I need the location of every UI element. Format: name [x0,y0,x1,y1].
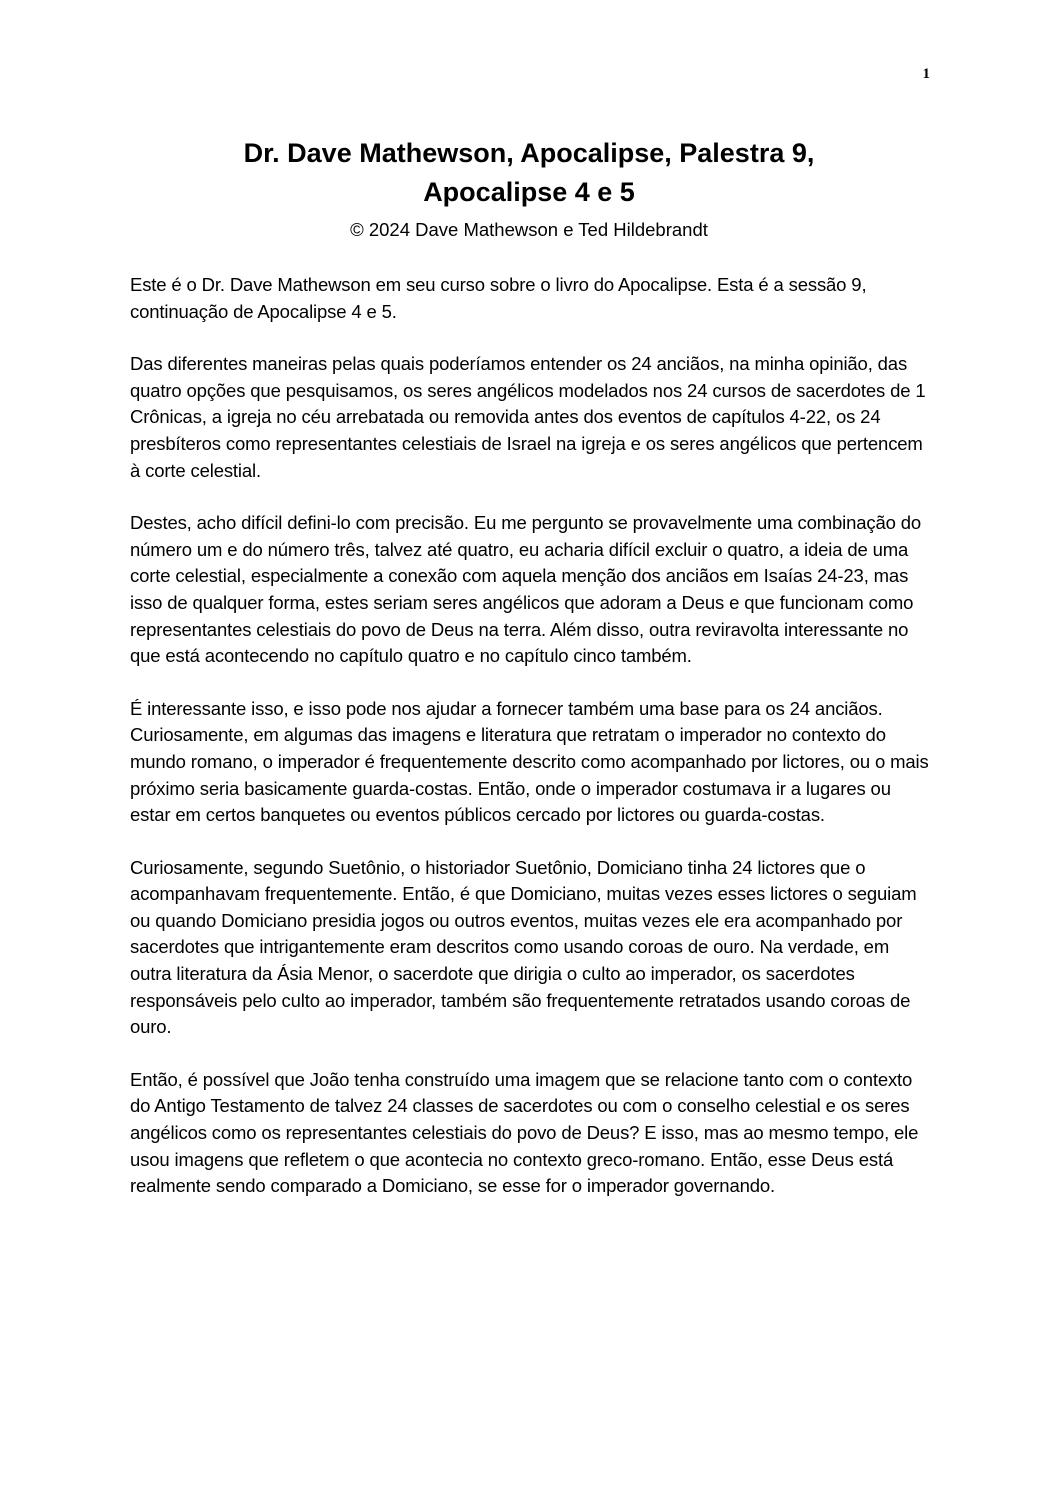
paragraph: Este é o Dr. Dave Mathewson em seu curso sobre o livro do Apocalipse. Esta é a sessão 9, continuação de Apocalipse 4 e 5. [130,274,867,322]
copyright-notice: © 2024 Dave Mathewson e Ted Hildebrandt [350,219,708,240]
paragraph: Curiosamente, segundo Suetônio, o historiador Suetônio, Domiciano tinha 24 lictores que o acompanhavam frequentemente. Então, é que Domiciano, muitas vezes esses lictores o seguiam ou quando Domiciano presidia jogos ou outros eventos, muitas vezes ele era acompanhado por sacerdotes que intrigantemente eram descritos como usando coroas de ouro. Na verdade, em outra literatura da Ásia Menor, o sacerdote que dirigia o culto ao imperador, os sacerdotes responsáveis pelo culto ao imperador, também são frequentemente retratados usando coroas de ouro. [130,856,917,1038]
paragraph: Então, é possível que João tenha construído uma imagem que se relacione tanto com o contexto do Antigo Testamento de talvez 24 classes de sacerdotes ou com o conselho celestial e os seres angélicos como os representantes celestiais do povo de Deus? E isso, mas ao mesmo tempo, ele usou imagens que refletem o que acontecia no contexto greco-romano. Então, esse Deus está realmente sendo comparado a Domiciano, se esse for o imperador governando. [130,1068,919,1197]
page-number: 1 [922,66,930,82]
title-line-2: Apocalipse 4 e 5 [423,177,635,207]
paragraph: Destes, acho difícil defini-lo com precisão. Eu me pergunto se provavelmente uma combinação do número um e do número três, talvez até quatro, eu acharia difícil excluir o quatro, a ideia de uma corte celestial, especialmente a conexão com aquela menção dos anciãos em Isaías 24-23, mas isso de qualquer forma, estes seriam seres angélicos que adoram a Deus e que funcionam como representantes celestiais do povo de Deus na terra. Além disso, outra reviravolta interessante no que está acontecendo no capítulo quatro e no capítulo cinco também. [130,512,922,667]
paragraph: Das diferentes maneiras pelas quais poderíamos entender os 24 anciãos, na minha opinião, das quatro opções que pesquisamos, os seres angélicos modelados nos 24 cursos de sacerdotes de 1 Crônicas, a igreja no céu arrebatada ou removida antes dos eventos de capítulos 4-22, os 24 presbíteros como representantes celestiais de Israel na igreja e os seres angélicos que pertencem à corte celestial. [130,353,926,481]
paragraph: É interessante isso, e isso pode nos ajudar a fornecer também uma base para os 24 anciãos. Curiosamente, em algumas das imagens e literatura que retratam o imperador no contexto do mundo romano, o imperador é frequentemente descrito como acompanhado por lictores, ou o mais próximo seria basicamente guarda-costas. Então, onde o imperador costumava ir a lugares ou estar em certos banquetes ou eventos públicos cercado por lictores ou guarda-costas. [130,697,929,826]
document-body [130,272,930,1226]
title-line-1: Dr. Dave Mathewson, Apocalipse, Palestra 9, [243,138,815,168]
document-title [130,134,928,212]
